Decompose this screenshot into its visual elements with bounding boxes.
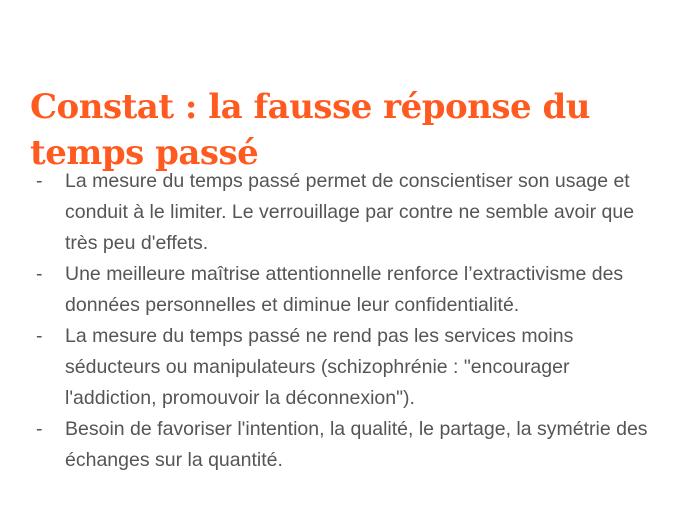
slide-title: Constat : la fausse réponse du temps passé [30, 87, 590, 173]
bullet-marker: - [36, 418, 43, 440]
bullet-item [36, 414, 666, 476]
bullet-item [36, 321, 666, 414]
bullet-list [36, 166, 666, 476]
bullet-item [36, 166, 666, 259]
bullet-marker: - [36, 325, 43, 347]
bullet-item [36, 259, 666, 321]
bullet-text: La mesure du temps passé ne rend pas les services moins séducteurs ou manipulateurs (schizophrénie : "encourager l'addiction, promouvoir la déconnexion"). [65, 325, 574, 409]
bullet-text: La mesure du temps passé permet de conscientiser son usage et conduit à le limiter. Le verrouillage par contre ne semble avoir que très peu d'effets. [65, 170, 635, 254]
bullet-marker: - [36, 263, 43, 285]
bullet-marker: - [36, 170, 43, 192]
bullet-text: Besoin de favoriser l'intention, la qualité, le partage, la symétrie des échanges sur la quantité. [65, 418, 648, 471]
bullet-text: Une meilleure maîtrise attentionnelle renforce l’extractivisme des données personnelles et diminue leur confidentialité. [65, 263, 624, 316]
